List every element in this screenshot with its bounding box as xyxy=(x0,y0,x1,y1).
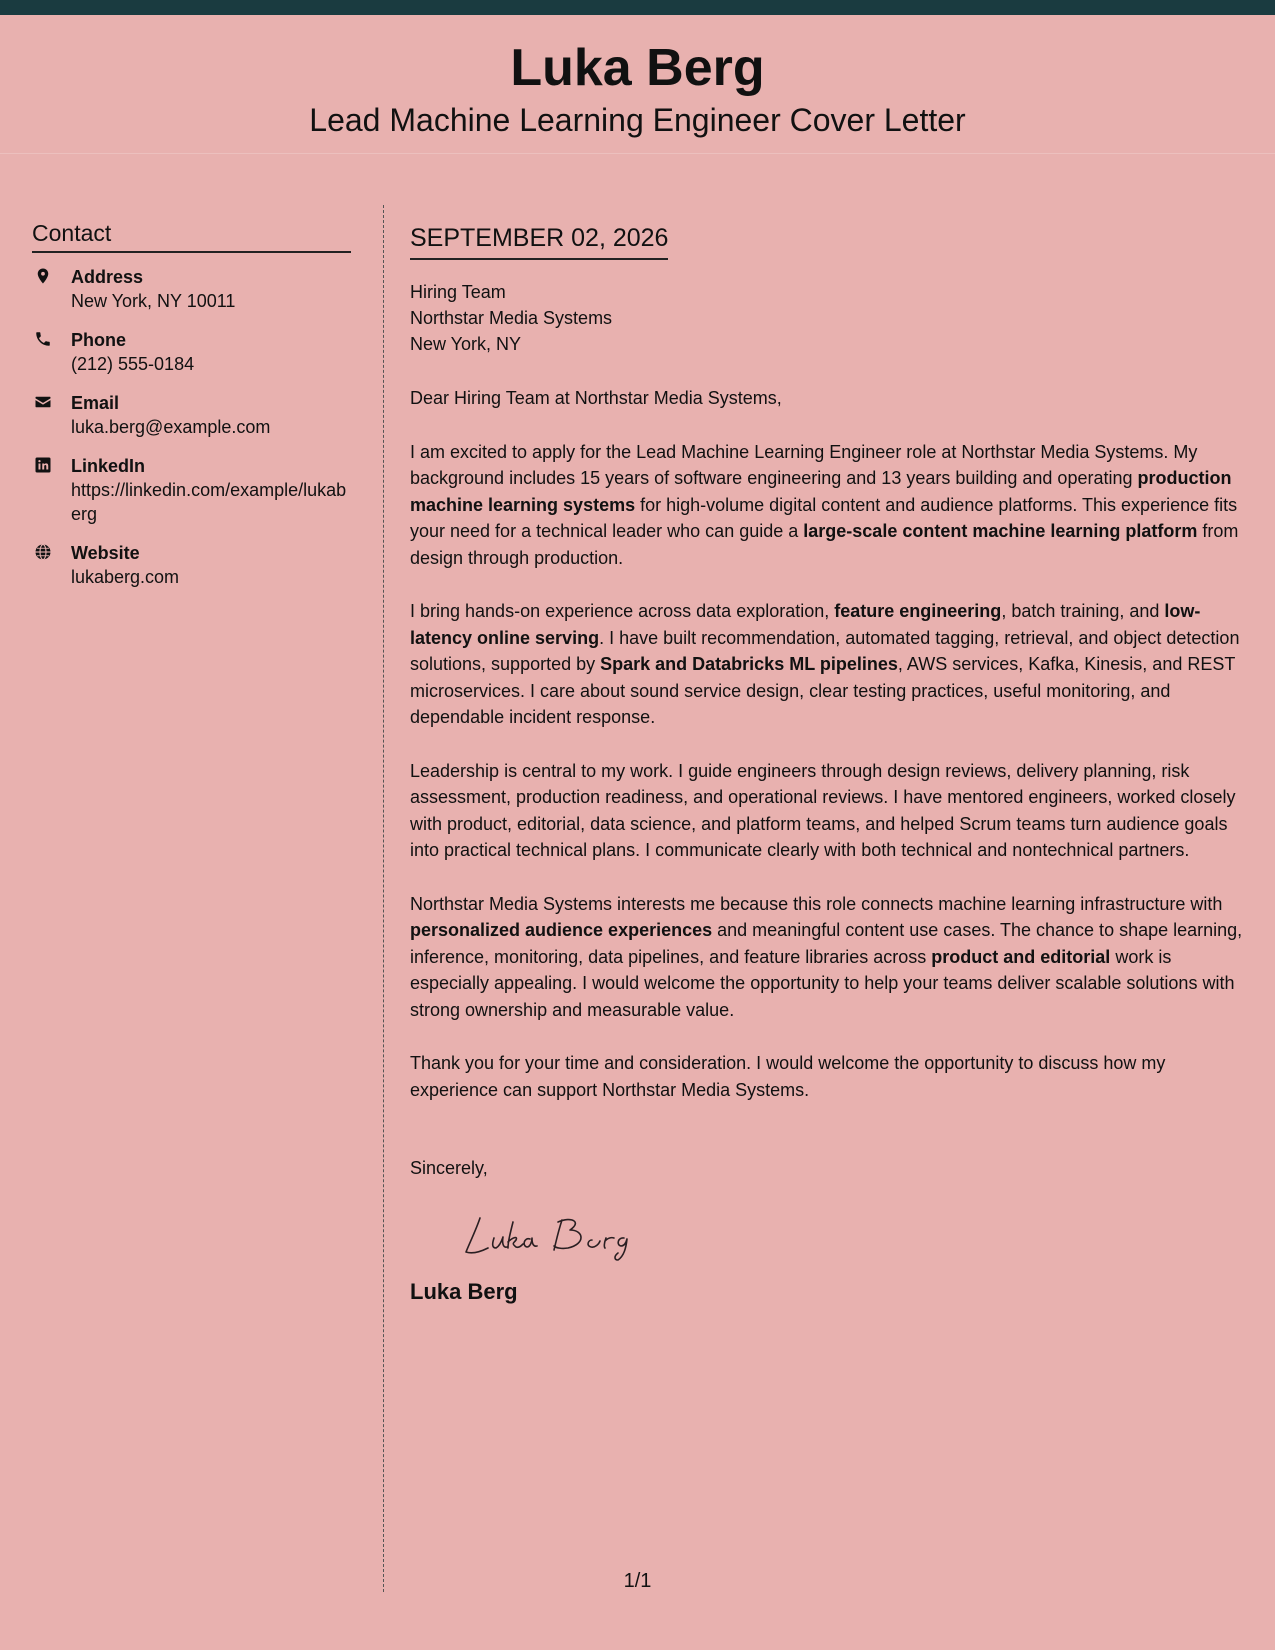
salutation: Dear Hiring Team at Northstar Media Systems, xyxy=(410,388,782,408)
recipient-block xyxy=(410,279,1252,357)
text-run: Northstar Media Systems interests me because this role connects machine learning infrastructure with xyxy=(410,893,1223,914)
text-run: work is especially appealing. I would welcome the opportunity to help your teams deliver scalable solutions with strong ownership and measurable value. xyxy=(410,946,1235,1020)
recipient-line: Northstar Media Systems xyxy=(410,308,613,328)
bold-phrase: low-latency online serving xyxy=(410,601,1201,648)
address-label: Address xyxy=(71,267,144,287)
linkedin-value[interactable]: https://linkedin.com/example/lukaberg xyxy=(71,480,347,524)
contact-address xyxy=(32,265,351,313)
applicant-name: Luka Berg xyxy=(510,39,765,97)
text-run: and meaningful content use cases. The chance to shape learning, inference, monitoring, data pipelines, and feature libraries across xyxy=(410,920,1243,967)
text-run: Leadership is central to my work. I guide engineers through design reviews, delivery planning, risk assessment, production readiness, and operational reviews. I have mentored engineers, worked closely with product, editorial, data science, and platform teams, and helped Scrum teams turn audience goals into practical technical plans. I communicate clearly with both technical and nontechnical partners. xyxy=(410,760,1236,860)
address-value: New York, NY 10011 xyxy=(71,291,236,311)
website-label: Website xyxy=(71,543,140,563)
document-subtitle: Lead Machine Learning Engineer Cover Letter xyxy=(309,102,966,138)
email-value[interactable]: luka.berg@example.com xyxy=(71,417,271,437)
closing: Sincerely, xyxy=(410,1158,488,1178)
text-run: , AWS services, Kafka, Kinesis, and REST microservices. I care about sound service design, clear testing practices, useful monitoring, and dependable incident response. xyxy=(410,654,1236,727)
letter-date: SEPTEMBER 02, 2026 xyxy=(410,226,668,260)
contact-heading: Contact xyxy=(32,220,351,253)
top-accent-bar xyxy=(0,0,1275,15)
phone-value[interactable]: (212) 555-0184 xyxy=(71,354,195,374)
bold-phrase: product and editorial xyxy=(931,946,1111,967)
phone-label: Phone xyxy=(71,330,127,350)
phone-icon xyxy=(34,330,52,348)
email-label: Email xyxy=(71,393,120,413)
page-number: 1/1 xyxy=(623,1570,652,1592)
bold-phrase: personalized audience experiences xyxy=(410,920,713,940)
text-run: . I have built recommendation, automated tagging, retrieval, and object detection solutions, supported by xyxy=(410,627,1240,674)
bold-phrase: large-scale content machine learning platform xyxy=(803,521,1198,541)
text-run: for high-volume digital content and audience platforms. This experience fits your need for a technical leader who can guide a xyxy=(410,494,1238,541)
contact-linkedin xyxy=(32,454,351,526)
map-pin-icon xyxy=(34,267,52,285)
letter-body xyxy=(410,222,1252,1305)
linkedin-label: LinkedIn xyxy=(71,456,146,476)
text-run: , batch training, and xyxy=(1001,601,1165,621)
linkedin-icon xyxy=(34,456,52,474)
letter-paragraph xyxy=(410,758,1252,864)
envelope-icon xyxy=(34,393,52,411)
contact-email xyxy=(32,391,351,439)
signer-name: Luka Berg xyxy=(410,1278,518,1304)
contact-phone xyxy=(32,328,351,376)
handwritten-signature xyxy=(458,1210,1252,1265)
contact-website xyxy=(32,541,351,589)
letter-paragraph xyxy=(410,891,1252,1024)
contact-sidebar xyxy=(32,220,351,604)
text-run: I am excited to apply for the Lead Machine Learning Engineer role at Northstar Media Systems. My background includes 15 years of software engineering and 13 years building and operating xyxy=(410,441,1198,488)
bold-phrase: production machine learning systems xyxy=(410,468,1232,515)
recipient-line: Hiring Team xyxy=(410,282,506,302)
page-header xyxy=(0,15,1275,154)
contact-list xyxy=(32,265,351,589)
letter-paragraph xyxy=(410,439,1252,572)
recipient-line: New York, NY xyxy=(410,334,522,354)
bold-phrase: Spark and Databricks ML pipelines xyxy=(600,654,898,674)
globe-icon xyxy=(34,543,52,561)
website-value[interactable]: lukaberg.com xyxy=(71,567,180,587)
letter-paragraph xyxy=(410,1050,1252,1103)
letter-paragraph xyxy=(410,598,1252,731)
text-run: from design through production. xyxy=(410,521,1239,568)
text-run: I bring hands-on experience across data exploration, xyxy=(410,601,835,621)
bold-phrase: feature engineering xyxy=(834,601,1002,621)
text-run: Thank you for your time and consideration. I would welcome the opportunity to discuss how my experience can support Northstar Media Systems. xyxy=(410,1053,1166,1100)
column-divider xyxy=(383,205,384,1592)
